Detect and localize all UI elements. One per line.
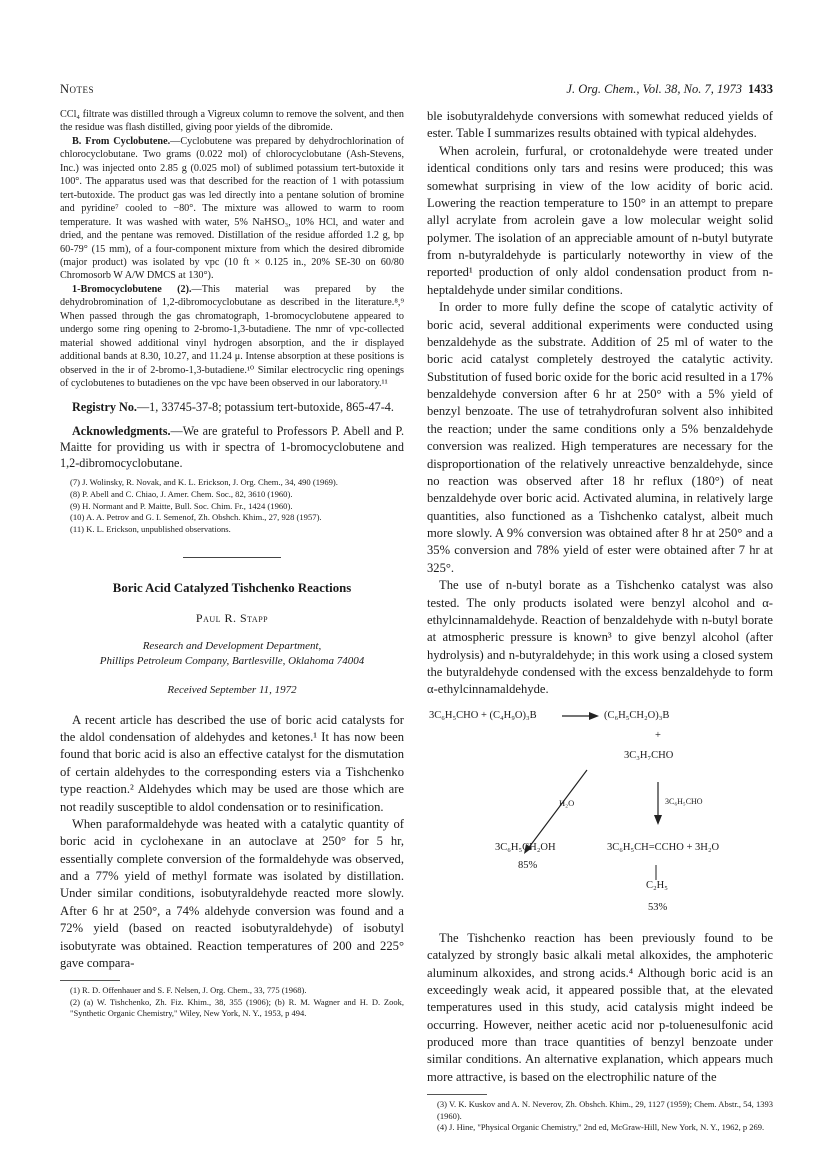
footnote-divider: [60, 980, 120, 981]
product-borate: (C₆H₅CH₂O)₃B: [604, 709, 670, 721]
reference-list: [60, 477, 404, 535]
paragraph: The use of n-butyl borate as a Tishchenko catalyst was also tested. The only products isolated were benzyl alcohol and α-ethylcinnamaldehyde. Reaction of benzaldehyde with n-butyl borate at atmospheric pressure is known³ to give benzyl alcohol (after hydrolysis) and n-butyraldehyde; in this work using a closed system the butyraldehyde condensed with the excess benzaldehyde to form α-ethylcinnamaldehyde.: [427, 578, 773, 697]
hydrolysis-arrow: [527, 770, 587, 850]
scheme-arrows: [427, 705, 773, 930]
journal-header: [566, 82, 773, 97]
run-in-heading: Acknowledgments.: [72, 423, 171, 438]
reactants: 3C₆H₅CHO + (C₄H₉O)₃B: [429, 709, 537, 721]
affiliation-line: Research and Development Department,: [142, 640, 322, 653]
left-column: [60, 108, 404, 1020]
product-alcohol: 3C₆H₅CH₂OH: [495, 841, 556, 853]
paragraph: The Tishchenko reaction has been previously found to be catalyzed by strongly basic alkali metal alkoxides, the amphoteric aluminum alkoxides, and strong acids.⁴ Although boric acid is an exceedingly weak acid, it appeared possible that, at the elevated temperatures used in this study, acid catalysis might indeed be occurring. However, neither acetic acid nor p-toluenesulfonic acid produced more than trace quantities of benzyl benzoate under similar conditions. An alternative explanation, which appears much more attractive, is based on the electrophilic nature of the: [427, 930, 773, 1084]
footnote-divider: [427, 1094, 487, 1095]
affiliation-line: Phillips Petroleum Company, Bartlesville, Oklahoma 74004: [99, 655, 365, 668]
received-date: Received September 11, 1972: [167, 684, 297, 697]
paragraph: In order to more fully define the scope of catalytic activity of boric acid, several additional experiments were conducted using benzaldehyde as the substrate. Addition of 25 ml of water to the boric acid catalyst completely destroyed the catalytic activity. Substitution of fused boric oxide for the boric acid resulted in a 17% benzaldehyde conversion after 6 hr at 250° with a 5% yield of benzyl benzoate. The use of tetrahydrofuran solvent also inhibited the reaction; under the same conditions only a 5% benzaldehyde conversion was realized. High temperatures are necessary for the disproportionation of the relatively unreactive benzaldehyde, since no reaction was observed after 18 hr reflux (180°) of neat benzaldehyde over boric acid. Activated alumina, in relatively large quantities, also functioned as a Tishchenko catalyst, albeit much more slowly. A 9% conversion was obtained after 8 hr at 250° and a 35% conversion and 78% yield of ester were obtained after 7 hr at 325°.: [427, 300, 773, 575]
footnote-item: (1) R. D. Offenhauer and S. F. Nelsen, J. Org. Chem., 33, 775 (1968).: [70, 985, 307, 996]
page-number: 1433: [748, 82, 773, 96]
paragraph-text: —We are grateful to Professors P. Abell and P. Maitte for providing us with ir spectra of 1-bromocyclobutene and 1,2-dibromocyclobutane.: [60, 423, 404, 471]
ethyl-group: C₂H₅: [646, 879, 668, 891]
cinnam-yield: 53%: [648, 901, 668, 913]
article-title: Boric Acid Catalyzed Tishchenko Reactions: [112, 581, 352, 596]
footnote-item: (3) V. K. Kuskov and A. N. Neverov, Zh. Obshch. Khim., 29, 1127 (1959); Chem. Abstr., 54, 1393 (1960).: [437, 1099, 773, 1121]
paragraph: A recent article has described the use of boric acid catalysts for the aldol condensation of aldehydes and ketones.¹ It has now been found that boric acid is also an effective catalyst for the dismutation of certain aldehydes to the corresponding esters via a Tishchenko type reaction.² Aldehydes which may be used are those which are not readily susceptible to aldol condensation or to resinification.: [60, 712, 404, 814]
alcohol-yield: 85%: [518, 859, 538, 871]
right-column: [427, 108, 773, 1134]
registry-paragraph: [60, 399, 404, 415]
footnotes: [427, 1099, 773, 1133]
paragraph: ble isobutyraldehyde conversions with somewhat reduced yields of ester. Table I summarizes results obtained with typical aldehydes.: [427, 109, 773, 141]
page-header: [60, 82, 773, 100]
reference-item: (8) P. Abell and C. Chiao, J. Amer. Chem. Soc., 82, 3610 (1960).: [70, 488, 293, 499]
section-divider: [183, 557, 281, 558]
paragraph: When acrolein, furfural, or crotonaldehyde were treated under identical conditions only tars and resins were produced; this was somewhat surprising in view of the low acidity of boric acid. Lowering the reaction temperature to 150° in an attempt to prepare allyl acrylate from acrolein gave a low molecular weight solid polymer. The isolation of an appreciable amount of n-butyl butyrate from n-butyraldehyde is particularly noteworthy in view of the reported¹ production of only aldol condensation product from n-heptaldehyde under similar conditions.: [427, 143, 773, 297]
paragraph: CCl₄ filtrate was distilled through a Vigreux column to remove the solvent, and then the residue was flash distilled, giving poor yields of the dibromide.: [60, 109, 404, 134]
paragraph-text: —This material was prepared by the dehydrobromination of 1,2-dibromocyclobutane as described in the literature.⁸,⁹ When passed through the gas chromatograph, 1-bromocyclobutene appeared to undergo some ring opening to 2-bromo-1,3-butadiene. The nmr of vpc-collected material showed additional vinyl hydrogen absorption, and the ir displayed additional bands at 8.30, 10.27, and 11.24 μ. Intense absorption at these positions is observed in the ir of 2-bromo-1,3-butadiene.¹⁰ Similar electrocyclic ring openings of cyclobutenes to butadienes on the vpc have been observed in our laboratory.¹¹: [60, 283, 404, 390]
acknowledgments-paragraph: [60, 423, 404, 472]
reaction-scheme: [427, 705, 773, 930]
paragraph: [60, 283, 404, 391]
reagent-label: 3C₆H₅CHO: [665, 796, 703, 806]
paragraph: [60, 135, 404, 283]
water-label: H₂O: [559, 797, 575, 808]
run-in-heading: 1-Bromocyclobutene (2).: [72, 283, 192, 295]
run-in-heading: B. From Cyclobutene.: [72, 135, 171, 147]
arrowhead: [589, 712, 599, 720]
reference-item: (9) H. Normant and P. Maitte, Bull. Soc. Chim. Fr., 1424 (1960).: [70, 500, 293, 511]
reference-item: (11) K. L. Erickson, unpublished observations.: [70, 523, 231, 534]
footnotes: [60, 985, 404, 1019]
product-cinnamaldehyde: 3C₆H₅CH=CCHO + 3H₂O: [607, 841, 720, 853]
arrowhead: [654, 815, 662, 825]
paragraph: When paraformaldehyde was heated with a catalytic quantity of boric acid in cyclohexane in an autoclave at 250° for 5 hr, essentially complete conversion of the formaldehyde was observed, and a 77% yield of methyl formate was isolated by distillation. Under similar conditions, isobutyraldehyde reacted more slowly. After 6 hr at 250°, a 74% aldehyde conversion was found and a 72% yield (based on reacted isobutyraldehyde) of isobutyl isobutyrate was obtained. Reaction temperatures of 200 and 225° gave compara-: [60, 816, 404, 970]
plus-sign: +: [655, 729, 661, 741]
footnote-item: (2) (a) W. Tishchenko, Zh. Fiz. Khim., 38, 355 (1906); (b) R. M. Wagner and H. D. Zook, "Synthetic Organic Chemistry," Wiley, New York, N. Y., 1953, p 494.: [70, 996, 404, 1019]
paragraph-text: —Cyclobutene was prepared by dehydrochlorination of chlorocyclobutane. Two grams (0.022 mol) of chlorocyclobutane (Ash-Stevens, Inc.) was injected onto 2.85 g (0.025 mol) of sublimed potassium tert-butoxide it 100°. The apparatus used was that described for the reaction of 1 with potassium tert-butoxide. The product gas was led directly into a pentane solution of bromine and pyridine⁷ cooled to −80°. The mixture was allowed to warm to room temperature. It was washed with water, 5% NaHSO₃, 10% HCl, and water and dried, and the pentane was removed. Distillation of the residue afforded 1.2 g, bp 60-79° (15 mm), of a four-component mixture from which the desired dibromide (major product) was isolated by vpc (10 ft × 0.125 in., 20% SE-30 on 60/80 Chromosorb W A/W DMCS at 130°).: [60, 135, 405, 282]
affiliation: [60, 639, 404, 669]
run-in-heading: Registry No.: [72, 399, 137, 414]
section-header: Notes: [60, 82, 95, 96]
footnote-item: (4) J. Hine, "Physical Organic Chemistry," 2nd ed, McGraw-Hill, New York, N. Y., 1962, p 269.: [437, 1122, 765, 1133]
reference-item: (7) J. Wolinsky, R. Novak, and K. L. Erickson, J. Org. Chem., 34, 490 (1969).: [70, 477, 338, 488]
journal-citation: J. Org. Chem., Vol. 38, No. 7, 1973: [566, 82, 742, 96]
reference-item: (10) A. A. Petrov and G. I. Semenof, Zh. Obshch. Khim., 27, 928 (1957).: [70, 512, 322, 523]
product-aldehyde: 3C₃H₇CHO: [624, 749, 674, 761]
author: Paul R. Stapp: [195, 611, 269, 626]
paragraph-text: —1, 33745-37-8; potassium tert-butoxide, 865-47-4.: [136, 399, 394, 414]
